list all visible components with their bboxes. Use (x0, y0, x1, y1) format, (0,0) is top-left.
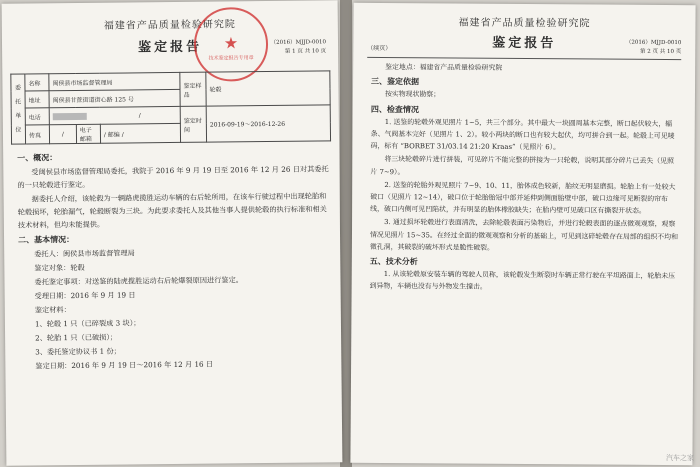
report-body-left (17, 146, 331, 373)
section-4-title: 四、检查情况 (370, 103, 419, 114)
address-label: 地址 (25, 91, 49, 108)
report-meta (626, 39, 682, 57)
continued-tag: （续页） (367, 44, 392, 53)
fax-label: 传真 (25, 125, 49, 144)
institute-name: 福建省产品质量检验研究院 (458, 17, 591, 30)
institute-name: 福建省产品质量检验研究院 (103, 19, 236, 32)
material-2: 2、轮胎 1 只（已破损）； (35, 332, 118, 343)
name-label: 名称 (25, 74, 49, 91)
material-3: 3、委托鉴定协议书 1 份； (35, 346, 121, 357)
inspection-para-2: 将三块轮毂碎片进行拼装，可见碎片不能完整的拼接为一只轮毂，说明其部分碎片已丢失（见照片 7~9）。 (370, 155, 674, 176)
accept-date-line: 受理日期：2016 年 9 月 19 日 (34, 290, 136, 301)
client-label: 委托单位 (11, 74, 26, 144)
sample-label: 鉴定样品 (180, 72, 206, 106)
appraisal-date-line: 鉴定日期：2016 年 9 月 19 日～2016 年 12 月 16 日 (35, 359, 214, 371)
report-body-right (370, 61, 682, 296)
site-watermark: 汽车之家 (666, 454, 694, 462)
stamp-text: 技术鉴定报告专用章 (208, 55, 254, 62)
header-rule (367, 57, 681, 60)
matter-line: 委托鉴定事项：对送鉴的陆虎揽胜运动右后轮爆裂原因进行鉴定。 (34, 275, 243, 287)
page-info: 第 1 页 共 10 页 (284, 48, 327, 55)
materials-line: 鉴定材料： (34, 305, 71, 315)
report-page-1 (2, 0, 343, 465)
report-page-2 (350, 3, 695, 465)
fax-value: / (49, 124, 76, 143)
time-value: 2016-09-19～2016-12-26 (206, 105, 330, 142)
phone-label: 电话 (25, 108, 49, 125)
section-1-para-1: 受闽侯县市场监督管理局委托，我院于 2016 年 9 月 19 日至 2016 年 12 月 26 日对其委托的一只轮毂进行鉴定。 (17, 164, 329, 190)
section-1-title: 一、概况： (17, 152, 58, 163)
phone-value: / (49, 106, 180, 124)
email-label: 电子邮箱 (76, 124, 100, 143)
report-title: 鉴定报告 (137, 39, 203, 56)
sample-value: 轮毂 (206, 71, 330, 106)
location-line: 鉴定地点：福建省产品质量检验研究院 (385, 63, 503, 72)
report-number: （2016）MJJD-0010 (625, 39, 682, 47)
client-address: 闽侯县甘蔗街道街心路 125 号 (49, 89, 180, 107)
section-3-text: 按实物现状勘察； (384, 90, 441, 99)
client-name: 闽侯县市场监督管理局 (49, 72, 180, 90)
section-3-title: 三、鉴定依据 (371, 76, 420, 87)
section-1-para-2: 据委托人介绍，该轮毂为一辆路虎揽胜运动车辆的右后轮所用，在该车行驶过程中出现轮胎和轮毂损坏，轮胎漏气，轮毂断裂为三块。为此要求委托人及其他当事人提供轮毂的执行标准和相关技术材料，但均未能提供。 (17, 191, 327, 230)
object-line: 鉴定对象：轮毂 (34, 262, 85, 273)
client-line: 委托人：闽侯县市场监督管理局 (34, 248, 135, 259)
section-5-title: 五、技术分析 (369, 255, 418, 267)
email-value: / 邮编 / (100, 123, 180, 143)
time-label: 鉴定时间 (180, 106, 206, 142)
section-2-title: 二、基本情况： (18, 234, 75, 245)
redacted-phone (53, 112, 87, 119)
inspection-para-4: 3. 通过损坏轮毂进行表面清洗，去除轮毂表面污染物后，并进行轮毂表面的逐点微观观察，观察情况见照片 15~35。在经过全面的微观观察和分析的基础上，可见到这碎轮毂存在局部的组织不均和微孔洞，其破裂的破坏形式是脆性破裂。 (369, 218, 679, 252)
client-info-table (10, 70, 331, 144)
material-1: 1、轮毂 1 只（已碎裂成 3 块）； (34, 318, 141, 329)
inspection-para-3: 2. 送鉴的轮胎外观见照片 7~9、10、11，胎体成色较新，胎纹无明显磨损。轮胎上有一处较大破口（见照片 12~14），破口位于轮胎胎冠中部并延伸到侧面胎壁中部，破口边缘可见断裂的帘布线，破口内侧可见凹陷状，并有明显的胎体橡胶缺失；在胎内壁可见破口区有撕裂开状态。 (370, 180, 676, 216)
report-number: （2016）MJJD-0010 (270, 39, 327, 46)
report-meta (271, 38, 327, 57)
analysis-para-1: 1. 从该轮毂原安装车辆的驾驶人员称，该轮毂发生断裂时车辆正常行驶在平坦路面上，轮胎未压到异物，车辆也没有与外物发生撞击。 (369, 270, 676, 292)
page-info: 第 2 页 共 10 页 (640, 48, 682, 56)
star-icon: ★ (223, 33, 239, 53)
report-title: 鉴定报告 (492, 35, 557, 52)
inspection-para-1: 1. 送鉴的轮毂外观见照片 1~5，共三个部分。其中最大一块圆周基本完整，断口起伏较大，辐条、气阀基本完好（见照片 1、2）。较小两块的断口也有较大起伏，均可拼合到一起。轮毂上可见唛码，标有 “BORBET 31/03.14 21:20 Kraas”（见照片 6）。 (370, 117, 675, 152)
